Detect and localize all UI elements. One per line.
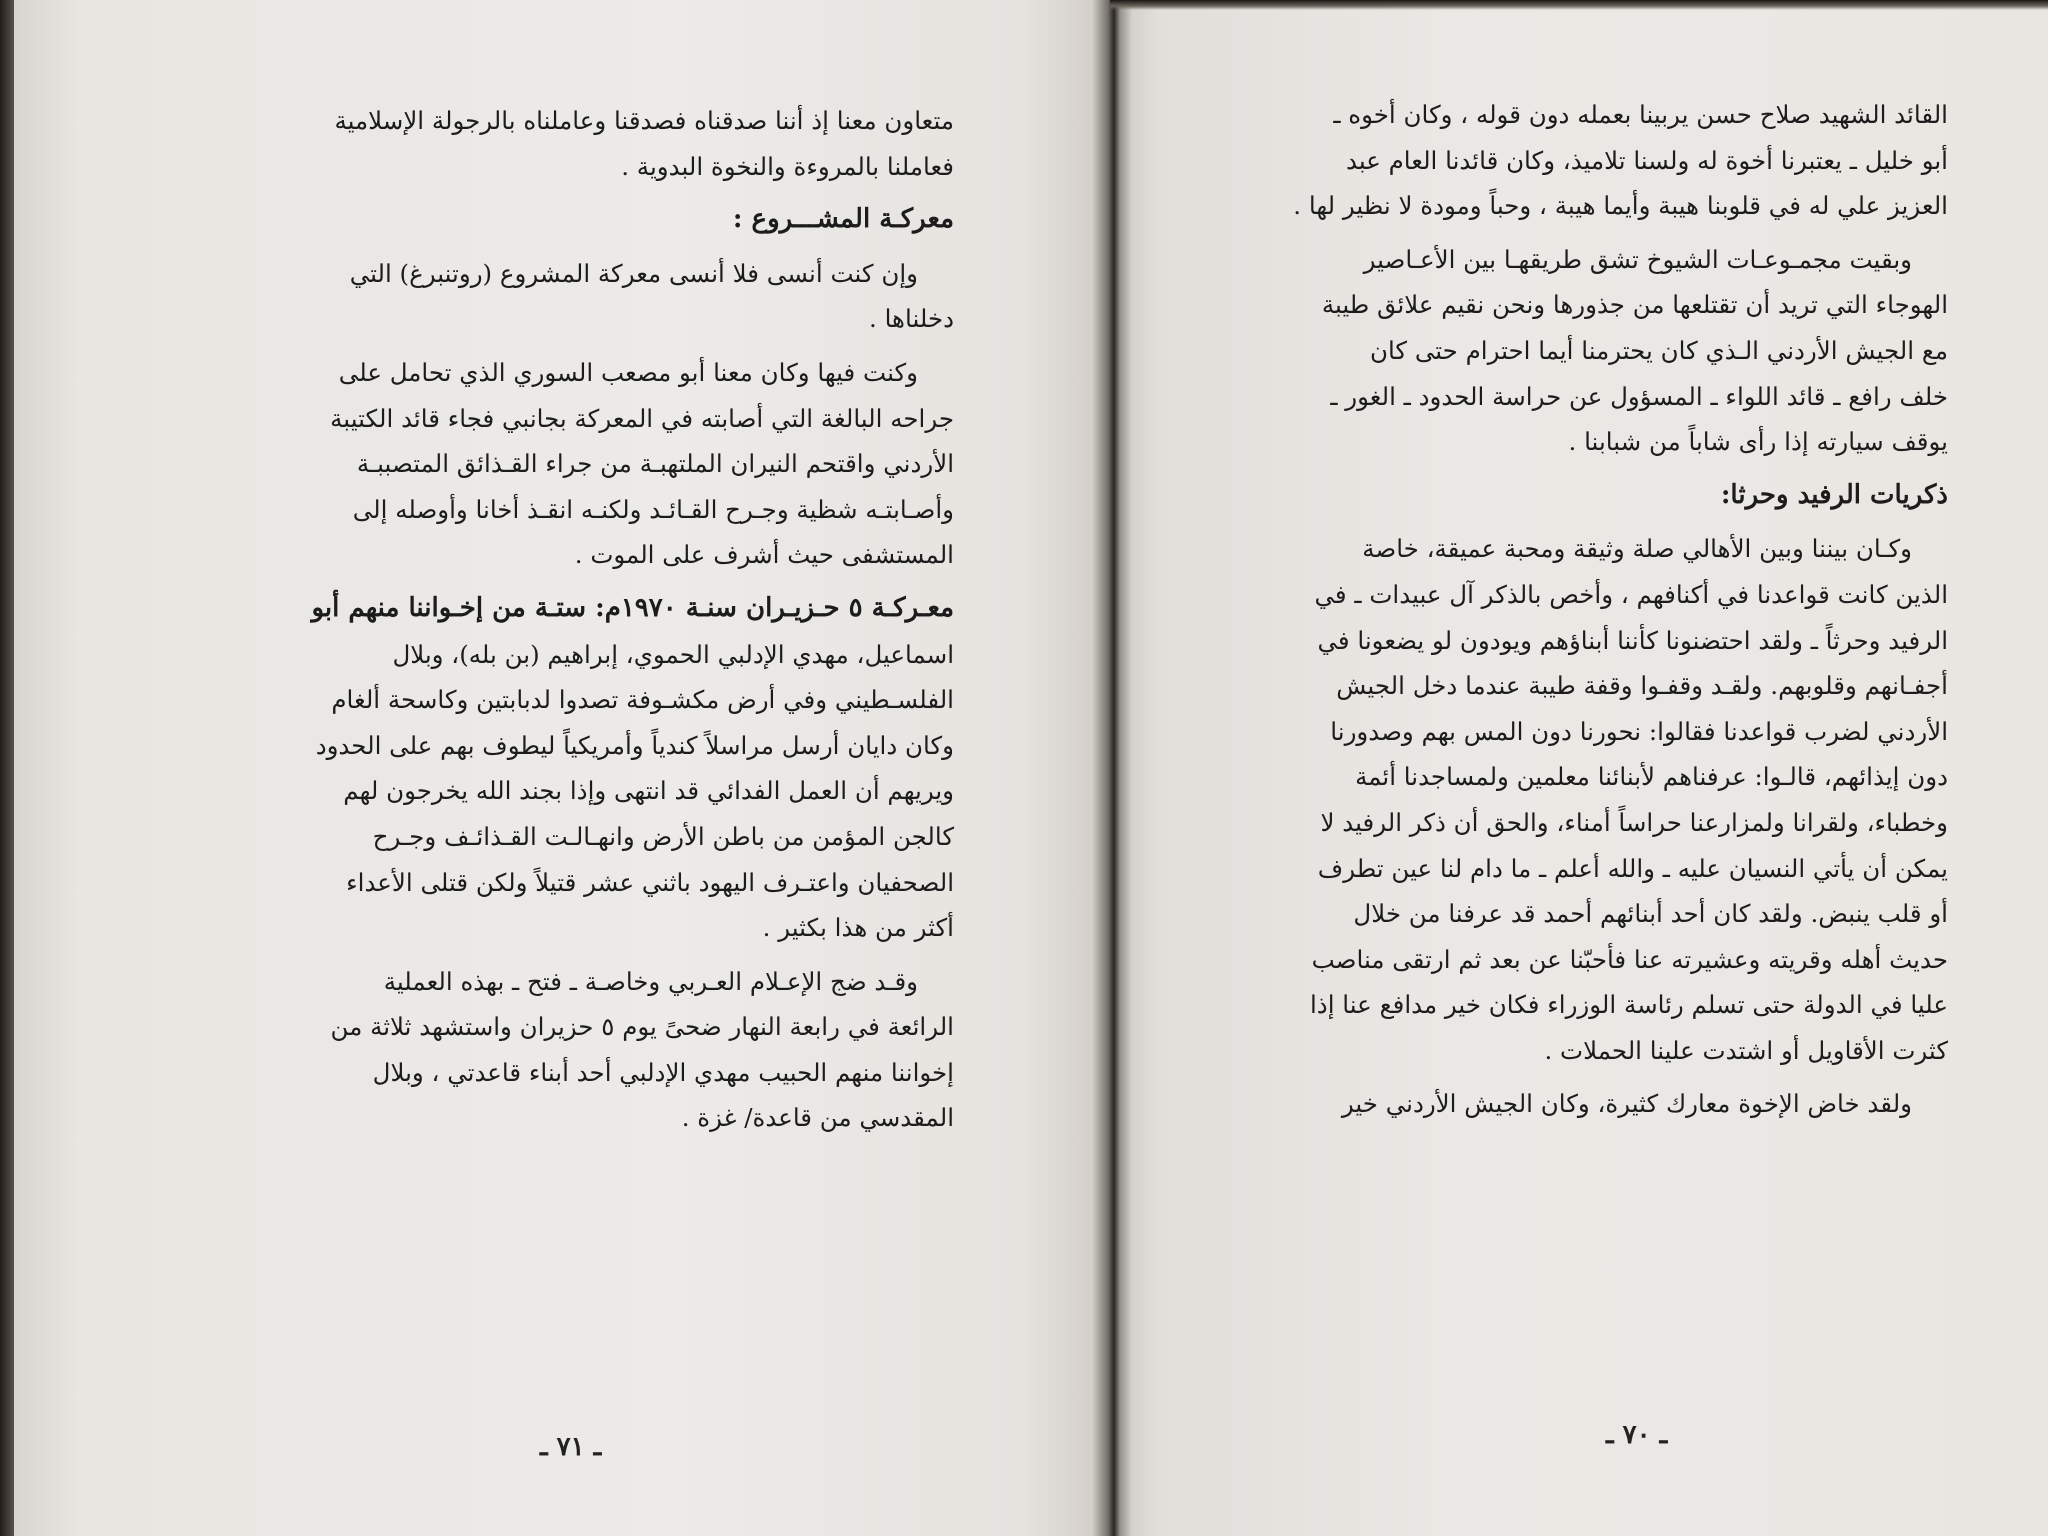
text-line: فعاملنا بالمروءة والنخوة البدوية . (621, 151, 954, 181)
book-edge-shadow (0, 0, 14, 1536)
text-line: المقدسي من قاعدة/ غزة . (681, 1103, 954, 1133)
left-page-text (236, 98, 954, 1141)
text-line: الأردني واقتحم النيران الملتهبـة من جراء القـذائق المتصببـة (356, 449, 954, 479)
text-line: وإن كنت أنسى فلا أنسى معركة المشروع (روتنبرغ) التي (349, 258, 918, 288)
text-line: وقـد ضج الإعـلام العـربي وخاصـة ـ فتح ـ بهذه العملية (383, 966, 918, 996)
section-heading: ذكريات الرفيد وحرثا: (1720, 479, 1948, 510)
text-line: حديث أهله وقريته وعشيرته عنا فأحبّنا عن بعد ثم ارتقى مناصب (1311, 944, 1948, 974)
text-line: جراحه البالغة التي أصابته في المعركة بجانبي فجاء قائد الكتيبة (330, 403, 954, 433)
text-line: عليا في الدولة حتى تسلم رئاسة الوزراء فكان خير مدافع عنا إذا (1310, 990, 1948, 1020)
text-line: الفلسـطيني وفي أرض مكشـوفة تصدوا لدبابتين وكاسحة ألغام (331, 685, 954, 715)
text-line: وخطباء، ولقرانا ولمزارعنا حراساً أمناء، والحق أن ذكر الرفيد لا (1320, 807, 1948, 837)
text-line: اسماعيل، مهدي الإدلبي الحموي، إبراهيم (بن بله)، وبلال (392, 639, 954, 669)
text-line: إخواننا منهم الحبيب مهدي الإدلبي أحد أبناء قاعدتي ، وبلال (372, 1057, 954, 1087)
text-line: مع الجيش الأردني الـذي كان يحترمنا أيما احترام حتى كان (1369, 335, 1948, 365)
text-line: يوقف سيارته إذا رأى شاباً من شبابنا . (1568, 427, 1948, 457)
text-line: المستشفى حيث أشرف على الموت . (574, 540, 954, 570)
right-page-text (1236, 92, 1948, 1127)
text-line: وكنت فيها وكان معنا أبو مصعب السوري الذي تحامل على (338, 357, 918, 387)
text-line: الذين كانت قواعدنا في أكنافهم ، وأخص بالذكر آل عبيدات ـ في (1314, 579, 1948, 609)
text-line: وبقيت مجمـوعـات الشيوخ تشق طريقهـا بين الأعـاصير (1363, 244, 1912, 274)
text-line: العزيز علي له في قلوبنا هيبة وأيما هيبة ، وحباً ومودة لا نظير لها . (1293, 191, 1948, 221)
section-heading: معـركـة ٥ حـزيـران سنـة ١٩٧٠م: ستـة من إخـواننا منهم أبو (311, 592, 954, 623)
book-gutter (1092, 0, 1132, 1536)
text-line: أبو خليل ـ يعتبرنا أخوة له ولسنا تلاميذ، وكان قائدنا العام عبد (1345, 145, 1948, 175)
text-line: الرفيد وحرثاً ـ ولقد احتضنونا كأننا أبناؤهم ويودون لو يضعونا في (1317, 625, 1948, 655)
text-line: دون إيذائهم، قالـوا: عرفناهم لأبنائنا معلمين ولمساجدنا أئمة (1355, 762, 1948, 792)
text-line: وكان دايان أرسل مراسلاً كندياً وأمريكياً ليطوف بهم على الحدود (315, 730, 954, 760)
text-line: وكـان بيننا وبين الأهالي صلة وثيقة ومحبة عميقة، خاصة (1362, 534, 1912, 564)
page-number-left: ـ ٧١ ـ (540, 1432, 602, 1462)
text-line: وأصـابتـه شظية وجـرح القـائـد ولكنـه انقـذ أخانا وأوصله إلى (352, 494, 954, 524)
section-heading: معركـة المشـــروع : (732, 204, 954, 235)
text-line: دخلناها . (869, 304, 954, 334)
text-line: الصحفيان واعتـرف اليهود باثني عشر قتيلاً ولكن قتلى الأعداء (346, 867, 954, 897)
text-line: كثرت الأقاويل أو اشتدت علينا الحملات . (1544, 1035, 1948, 1065)
top-edge-shadow (1110, 0, 2048, 10)
text-line: القائد الشهيد صلاح حسن يربينا بعمله دون قوله ، وكان أخوه ـ (1333, 100, 1948, 129)
text-line: الرائعة في رابعة النهار ضحىً يوم ٥ حزيران واستشهد ثلاثة من (330, 1012, 954, 1042)
text-line: الأردني لضرب قواعدنا فقالوا: نحورنا دون المس بهم وصدورنا (1330, 716, 1948, 746)
text-line: متعاون معنا إذ أننا صدقناه فصدقنا وعاملناه بالرجولة الإسلامية (334, 106, 954, 135)
text-line: يمكن أن يأتي النسيان عليه ـ والله أعلم ـ ما دام لنا عين تطرف (1317, 853, 1948, 883)
text-line: أكثر من هذا بكثير . (762, 913, 954, 943)
text-line: ولقد خاض الإخوة معارك كثيرة، وكان الجيش الأردني خير (1341, 1089, 1912, 1119)
text-line: أجفـانهم وقلوبهم. ولقـد وقفـوا وقفة طيبة عندما دخل الجيش (1336, 671, 1948, 701)
page-number-right: ـ ٧٠ ـ (1606, 1420, 1668, 1450)
text-line: كالجن المؤمن من باطن الأرض وانهـالـت القـذائـف وجـرح (372, 821, 954, 851)
text-line: أو قلب ينبض. ولقد كان أحد أبنائهم أحمد قد عرفنا من خلال (1353, 899, 1948, 929)
text-line: ويريهم أن العمل الفدائي قد انتهى وإذا بجند الله يخرجون لهم (343, 776, 954, 806)
text-line: خلف رافع ـ قائد اللواء ـ المسؤول عن حراسة الحدود ـ الغور ـ (1330, 381, 1948, 411)
text-line: الهوجاء التي تريد أن تقتلعها من جذورها ونحن نقيم علائق طيبة (1321, 290, 1948, 320)
